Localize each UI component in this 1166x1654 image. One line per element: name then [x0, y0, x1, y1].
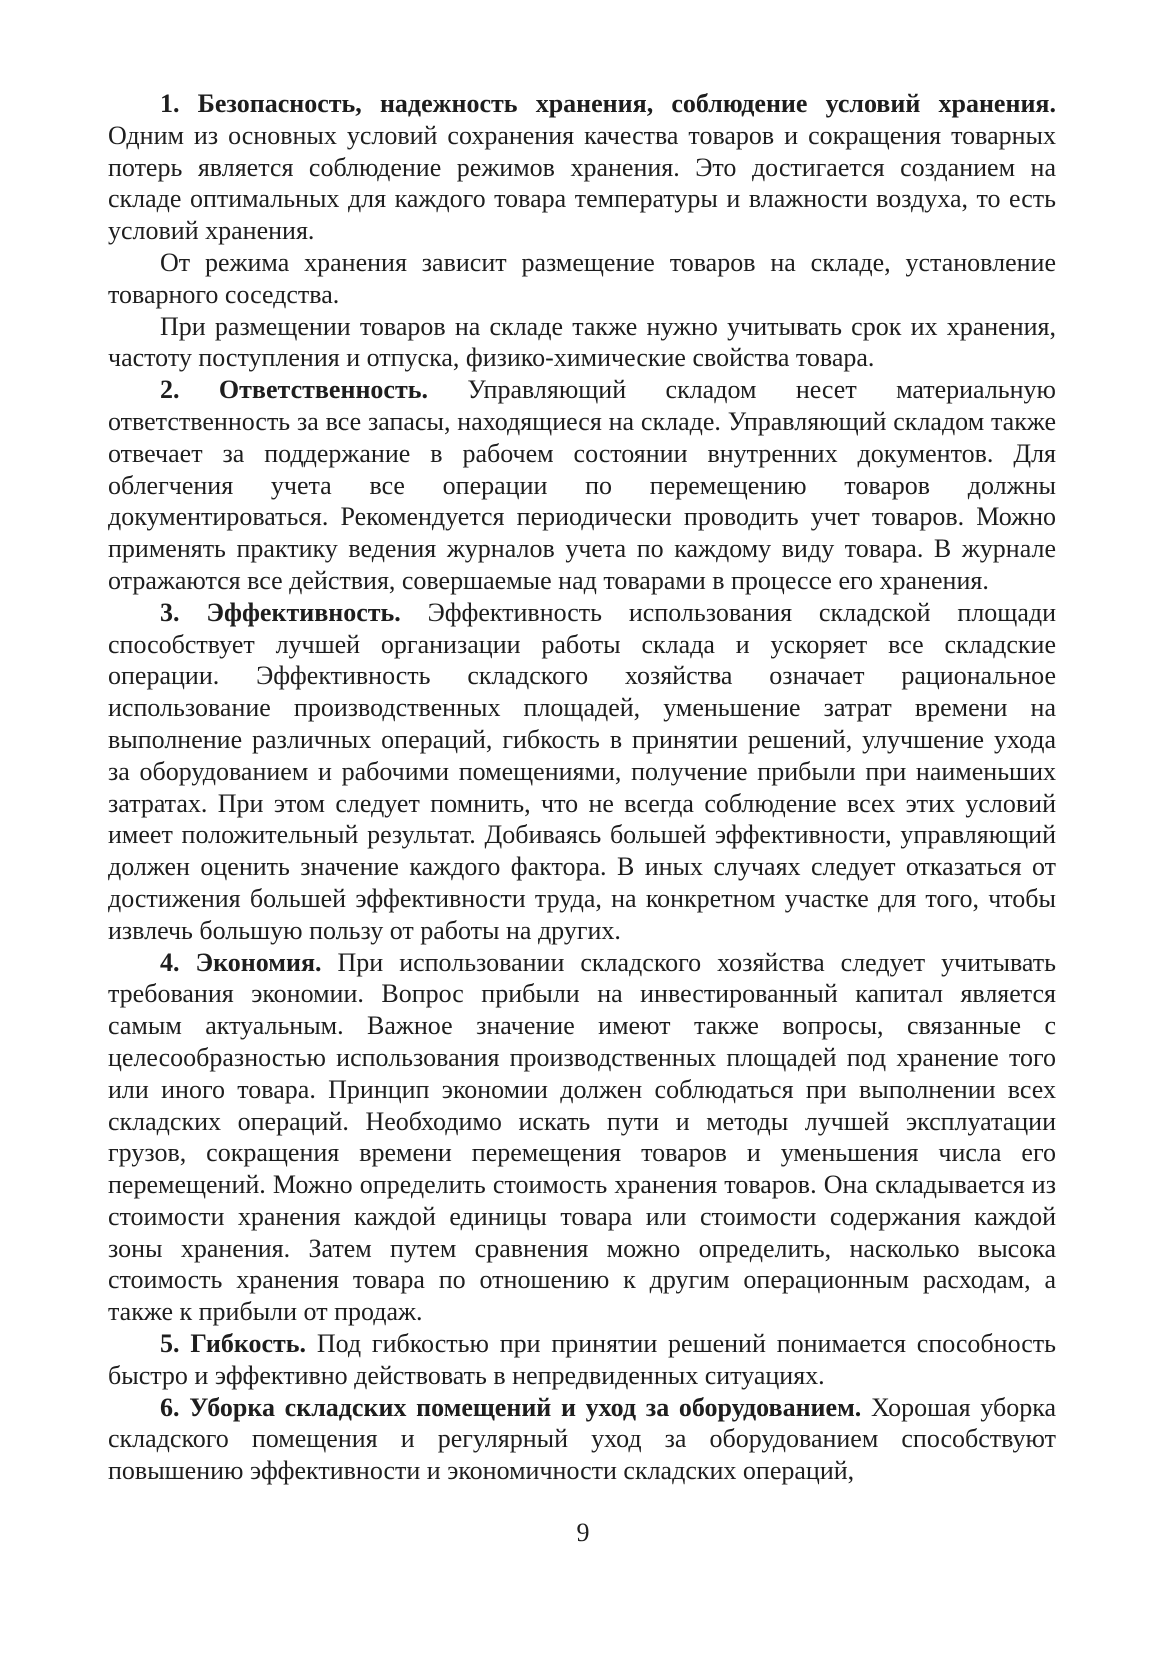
paragraph-5-flexibility	[108, 1328, 1056, 1392]
paragraph-heading: 2. Ответственность.	[160, 375, 428, 405]
paragraph-text: От режима хранения зависит размещение товаров на складе, установление товарного соседства.	[108, 247, 1056, 309]
paragraph-heading: 6. Уборка складских помещений и уход за оборудованием.	[160, 1392, 862, 1422]
paragraph-heading: 5. Гибкость.	[160, 1329, 307, 1359]
paragraph-heading: 3. Эффективность.	[160, 597, 401, 627]
paragraph-text: При размещении товаров на складе также нужно учитывать срок их хранения, частоту поступления и отпуска, физико-химические свойства товара.	[108, 311, 1056, 373]
paragraph-6-cleaning	[108, 1392, 1056, 1487]
paragraph-heading: 4. Экономия.	[160, 947, 322, 977]
paragraph-placement	[108, 311, 1056, 375]
page-body	[108, 88, 1056, 1487]
paragraph-text: Под гибкостью при принятии решений понимается способность быстро и эффективно действовать в непредвиденных ситуациях.	[108, 1329, 1056, 1390]
page-number: 9	[576, 1518, 590, 1547]
paragraph-1-safety	[108, 88, 1056, 247]
paragraph-text: Одним из основных условий сохранения качества товаров и сокращения товарных потерь является соблюдение режимов хранения. Это достигается созданием на складе оптимальных для каждого товара температуры и влажности воздуха, то есть условий хранения.	[108, 120, 1056, 246]
paragraph-text: Хорошая уборка складского помещения и регулярный уход за оборудованием способствуют повышению эффективности и экономичности складских операций,	[108, 1392, 1056, 1486]
paragraph-storage-mode	[108, 247, 1056, 311]
paragraph-2-responsibility	[108, 374, 1056, 597]
paragraph-text: Управляющий складом несет материальную ответственность за все запасы, находящиеся на складе. Управляющий складом также отвечает за поддержание в рабочем состоянии внутренних документов. Для облегчения учета все операции по перемещению товаров должны документироваться. Рекомендуется периодически проводить учет товаров. Можно применять практику ведения журналов учета по каждому виду товара. В журнале отражаются все действия, совершаемые над товарами в процессе его хранения.	[108, 375, 1056, 595]
paragraph-text: Эффективность использования складской площади способствует лучшей организации работы склада и ускоряет все складские операции. Эффективность складского хозяйства означает рациональное использование производственных площадей, уменьшение затрат времени на выполнение различных операций, гибкость в принятии решений, улучшение ухода за оборудованием и рабочими помещениями, получение прибыли при наименьших затратах. При этом следует помнить, что не всегда соблюдение всех этих условий имеет положительный результат. Добиваясь большей эффективности, управляющий должен оценить значение каждого фактора. В иных случаях следует отказаться от достижения большей эффективности труда, на конкретном участке для того, чтобы извлечь большую пользу от работы на других.	[108, 597, 1057, 945]
paragraph-4-economy	[108, 947, 1056, 1329]
paragraph-3-efficiency	[108, 597, 1056, 947]
paragraph-heading: 1. Безопасность, надежность хранения, соблюдение условий хранения.	[160, 89, 1056, 118]
paragraph-text: При использовании складского хозяйства следует учитывать требования экономии. Вопрос прибыли на инвестированный капитал является самым актуальным. Важное значение имеют также вопросы, связанные с целесообразностью использования производственных площадей под хранение того или иного товара. Принцип экономии должен соблюдаться при выполнении всех складских операций. Необходимо искать пути и методы лучшей эксплуатации грузов, сокращения времени перемещения товаров и уменьшения числа его перемещений. Можно определить стоимость хранения товаров. Она складывается из стоимости хранения каждой единицы товара или стоимости содержания каждой зоны хранения. Затем путем сравнения можно определить, насколько высока стоимость хранения товара по отношению к другим операционным расходам, а также к прибыли от продаж.	[108, 947, 1056, 1327]
